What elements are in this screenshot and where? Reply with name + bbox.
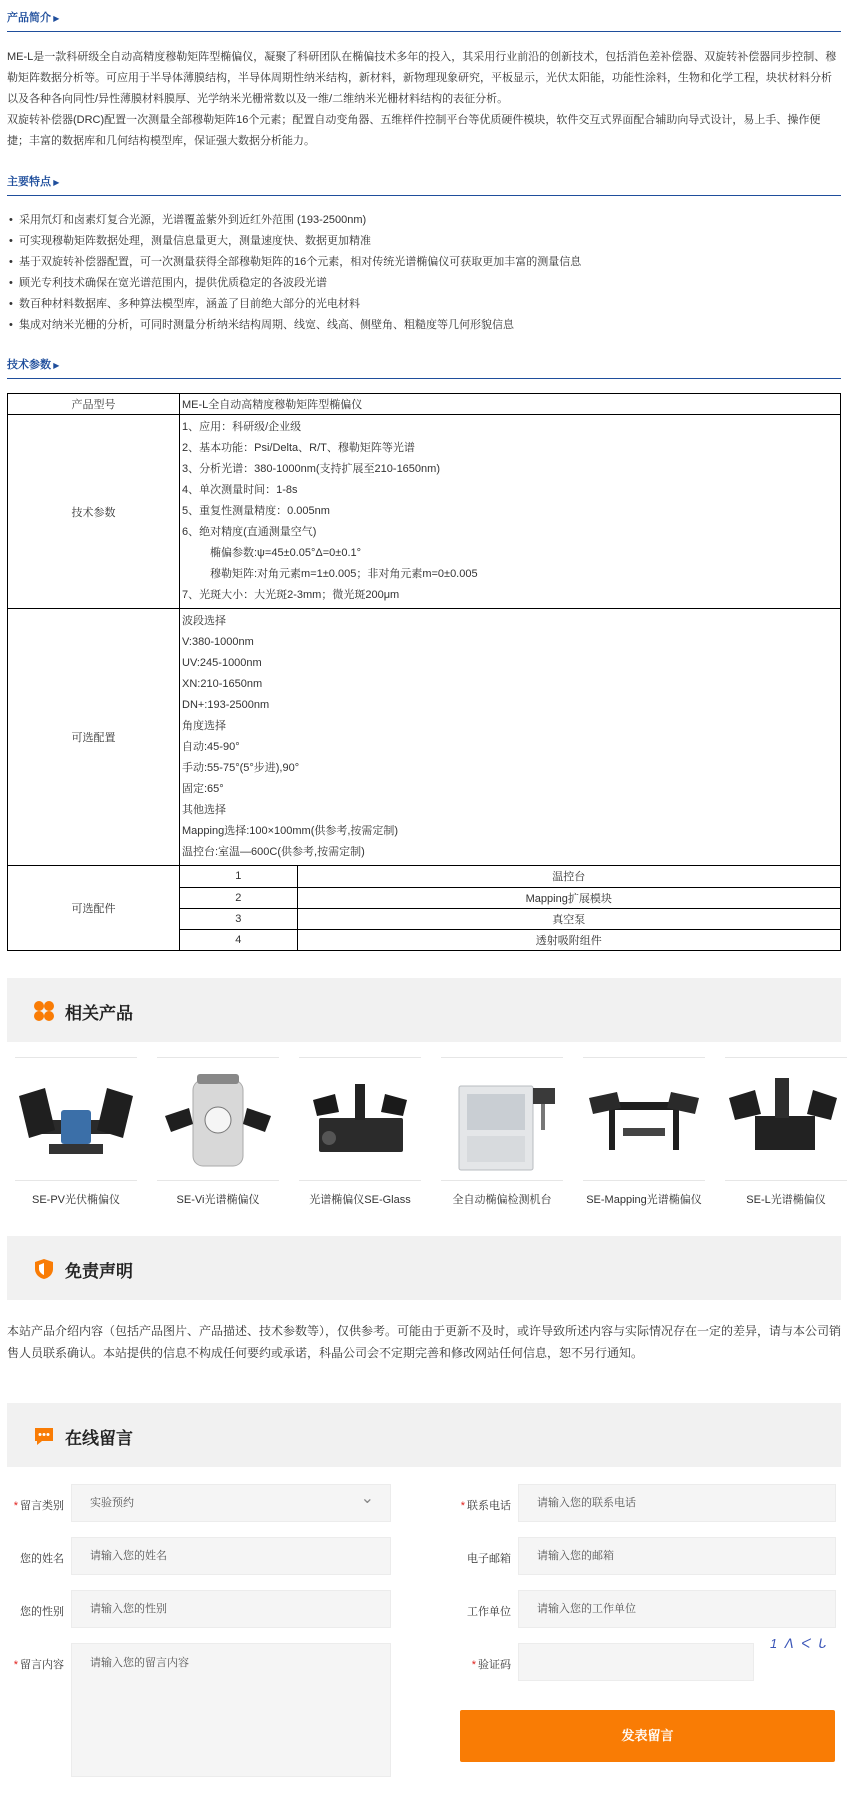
config-line: 波段选择	[182, 615, 226, 627]
feature-item: • 顾光专利技术确保在宽光谱范围内，提供优质稳定的各波段光谱	[7, 273, 841, 294]
table-row	[180, 908, 840, 929]
intro-paragraph: 双旋转补偿器(DRC)配置一次测量全部穆勒矩阵16个元素；配置自动变角器、五维样件控制平台等优质硬件模块，软件交互式界面配合辅助向导式设计，易上手、操作便捷；丰富的数据库和几何结构模型库，保证强大数据分析能力。	[7, 114, 821, 147]
config-line: Mapping选择:100×100mm(供参考,按需定制)	[182, 825, 399, 837]
type-label: * 留言类别	[13, 1500, 64, 1512]
tech-line: 4、单次测量时间：1-8s	[182, 484, 298, 496]
product-caption[interactable]: 光谱椭偏仪SE-Glass	[309, 1194, 411, 1206]
product-card[interactable]	[725, 1057, 847, 1207]
email-input[interactable]: 请输入您的邮箱	[518, 1537, 836, 1575]
accessory-name: 真空泵	[297, 908, 840, 929]
config-line: XN:210-1650nm	[182, 678, 263, 690]
section-features-header	[7, 172, 841, 196]
table-row	[8, 609, 841, 866]
config-line: 自动:45-90°	[182, 741, 240, 753]
ellipsometer-image	[157, 1058, 279, 1181]
tech-values	[180, 415, 841, 609]
ellipsometer-image	[15, 1058, 137, 1181]
config-line: V:380-1000nm	[182, 636, 254, 648]
product-image[interactable]	[157, 1057, 279, 1181]
shield-icon	[33, 1258, 55, 1280]
message-panel	[7, 1403, 841, 1467]
tech-label: 技术参数	[8, 415, 180, 609]
model-value: ME-L全自动高精度穆勒矩阵型椭偏仪	[180, 394, 841, 415]
product-image[interactable]	[15, 1057, 137, 1181]
company-label: 工作单位	[467, 1606, 511, 1618]
model-label: 产品型号	[8, 394, 180, 415]
intro-paragraph: ME-L是一款科研级全自动高精度穆勒矩阵型椭偏仪，凝聚了科研团队在椭偏技术多年的投入，其采用行业前沿的创新技术，包括消色差补偿器、双旋转补偿器同步控制、穆勒矩阵数据分析等。可应用于半导体薄膜结构，半导体周期性纳米结构，新材料，新物理现象研究，平板显示，光伏太阳能，功能性涂料，生物和化学工程，块状材料分析以及各种各向同性/异性薄膜材料膜厚、光学纳米光栅常数以及一维/二维纳米光栅材料结构的表征分析。	[7, 51, 837, 105]
intro-text	[7, 47, 841, 152]
ellipsometer-image	[583, 1058, 705, 1181]
content-textarea[interactable]: 请输入您的留言内容	[71, 1643, 391, 1777]
config-line: 其他选择	[182, 804, 226, 816]
product-image[interactable]	[583, 1057, 705, 1181]
feature-item: • 采用氘灯和卤素灯复合光源，光谱覆盖紫外到近红外范围 (193-2500nm)	[7, 210, 841, 231]
captcha-label: * 验证码	[471, 1659, 511, 1671]
product-card[interactable]	[157, 1057, 279, 1207]
accessory-no: 3	[180, 908, 297, 929]
accessory-name: 温控台	[297, 866, 840, 887]
gender-label: 您的性别	[20, 1606, 64, 1618]
tech-line: 6、绝对精度(直通测量空气)	[182, 526, 317, 538]
accessories-cell	[180, 866, 841, 951]
config-values	[180, 609, 841, 866]
name-label: 您的姓名	[20, 1553, 64, 1565]
chat-icon	[33, 1425, 55, 1447]
table-row	[180, 929, 840, 950]
accessories-label: 可选配件	[8, 866, 180, 951]
company-input[interactable]: 请输入您的工作单位	[518, 1590, 836, 1628]
table-row	[8, 866, 841, 951]
feature-list	[7, 210, 841, 336]
feature-item: • 集成对纳米光栅的分析，可同时测量分析纳米结构周期、线宽、线高、侧壁角、粗糙度等几何形貌信息	[7, 315, 841, 336]
accessory-name: Mapping扩展模块	[297, 887, 840, 908]
feature-item: • 可实现穆勒矩阵数据处理，测量信息量更大，测量速度快、数据更加精准	[7, 231, 841, 252]
submit-button[interactable]: 发表留言	[460, 1710, 835, 1762]
product-caption[interactable]: SE-PV光伏椭偏仪	[31, 1194, 120, 1206]
feature-item: • 数百种材料数据库、多种算法模型库，涵盖了目前绝大部分的光电材料	[7, 294, 841, 315]
product-image[interactable]	[299, 1057, 421, 1181]
related-products-title: 相关产品	[65, 1004, 133, 1023]
captcha-input[interactable]	[518, 1643, 754, 1681]
spec-table	[7, 393, 841, 951]
accessories-table	[180, 866, 840, 950]
type-select[interactable]: 实验预约 ⌄	[71, 1484, 391, 1522]
table-row	[8, 415, 841, 609]
product-image[interactable]	[441, 1057, 563, 1181]
tech-line: 穆勒矩阵:对角元素m=1±0.005；非对角元素m=0±0.005	[210, 568, 478, 580]
config-line: 固定:65°	[182, 783, 224, 795]
product-image[interactable]	[725, 1057, 847, 1181]
product-card[interactable]	[441, 1057, 563, 1207]
spec-heading: 技术参数 ▶	[7, 359, 59, 371]
config-line: UV:245-1000nm	[182, 657, 262, 669]
content-label: * 留言内容	[13, 1659, 64, 1671]
disclaimer-text: 本站产品介绍内容（包括产品图片、产品描述、技术参数等），仅供参考。可能由于更新不及时，或许导致所述内容与实际情况存在一定的差异，请与本公司销售人员联系确认。本站提供的信息不构成任何要约或承诺，科晶公司会不定期完善和修改网站任何信息，恕不另行通知。	[7, 1324, 842, 1360]
tech-line: 7、光斑大小：大光斑2-3mm；微光斑200μm	[182, 589, 400, 601]
product-card[interactable]	[583, 1057, 705, 1207]
disclaimer-title: 免责声明	[65, 1262, 133, 1281]
config-line: DN+:193-2500nm	[182, 699, 270, 711]
tech-line: 3、分析光谱：380-1000nm(支持扩展至210-1650nm)	[182, 463, 440, 475]
accessory-no: 4	[180, 929, 297, 950]
config-line: 温控台:室温—600C(供参考,按需定制)	[182, 846, 365, 858]
product-caption[interactable]: 全自动椭偏检测机台	[452, 1194, 552, 1206]
feature-item: • 基于双旋转补偿器配置，可一次测量获得全部穆勒矩阵的16个元素，相对传统光谱椭偏仪可获取更加丰富的测量信息	[7, 252, 841, 273]
grid-icon	[33, 1000, 55, 1022]
section-spec-header	[7, 355, 841, 379]
config-line: 手动:55-75°(5°步进),90°	[182, 762, 300, 774]
captcha-image[interactable]: 1 ᐱ ᐸ ᒐ	[770, 1636, 829, 1651]
email-label: 电子邮箱	[467, 1553, 511, 1565]
tech-line: 1、应用：科研级/企业级	[182, 421, 302, 433]
section-intro-header	[7, 8, 841, 32]
accessory-no: 2	[180, 887, 297, 908]
phone-input[interactable]: 请输入您的联系电话	[518, 1484, 836, 1522]
disclaimer-panel	[7, 1236, 841, 1300]
product-card[interactable]	[15, 1057, 137, 1207]
table-row	[180, 887, 840, 908]
tech-line: 椭偏参数:ψ=45±0.05°Δ=0±0.1°	[210, 547, 362, 559]
product-caption[interactable]: SE-L光谱椭偏仪	[746, 1194, 826, 1206]
accessory-no: 1	[180, 866, 297, 887]
config-label: 可选配置	[8, 609, 180, 866]
table-row	[180, 866, 840, 887]
config-line: 角度选择	[182, 720, 226, 732]
gender-input[interactable]: 请输入您的性别	[71, 1590, 391, 1628]
tech-line: 5、重复性测量精度：0.005nm	[182, 505, 330, 517]
product-card[interactable]	[299, 1057, 421, 1207]
inspection-machine-image	[441, 1058, 563, 1181]
accessory-name: 透射吸附组件	[535, 934, 602, 947]
features-heading: 主要特点 ▶	[7, 176, 59, 188]
table-row	[8, 394, 841, 415]
tech-line: 2、基本功能：Psi/Delta、R/T、穆勒矩阵等光谱	[182, 442, 415, 454]
phone-label: * 联系电话	[460, 1500, 511, 1512]
ellipsometer-image	[299, 1058, 421, 1181]
message-title: 在线留言	[65, 1429, 133, 1448]
ellipsometer-image	[725, 1058, 841, 1181]
intro-heading: 产品简介 ▶	[7, 12, 59, 24]
related-products-panel	[7, 978, 841, 1042]
product-caption[interactable]: SE-Mapping光谱椭偏仪	[586, 1194, 702, 1206]
name-input[interactable]: 请输入您的姓名	[71, 1537, 391, 1575]
product-caption[interactable]: SE-Vi光谱椭偏仪	[176, 1194, 260, 1206]
